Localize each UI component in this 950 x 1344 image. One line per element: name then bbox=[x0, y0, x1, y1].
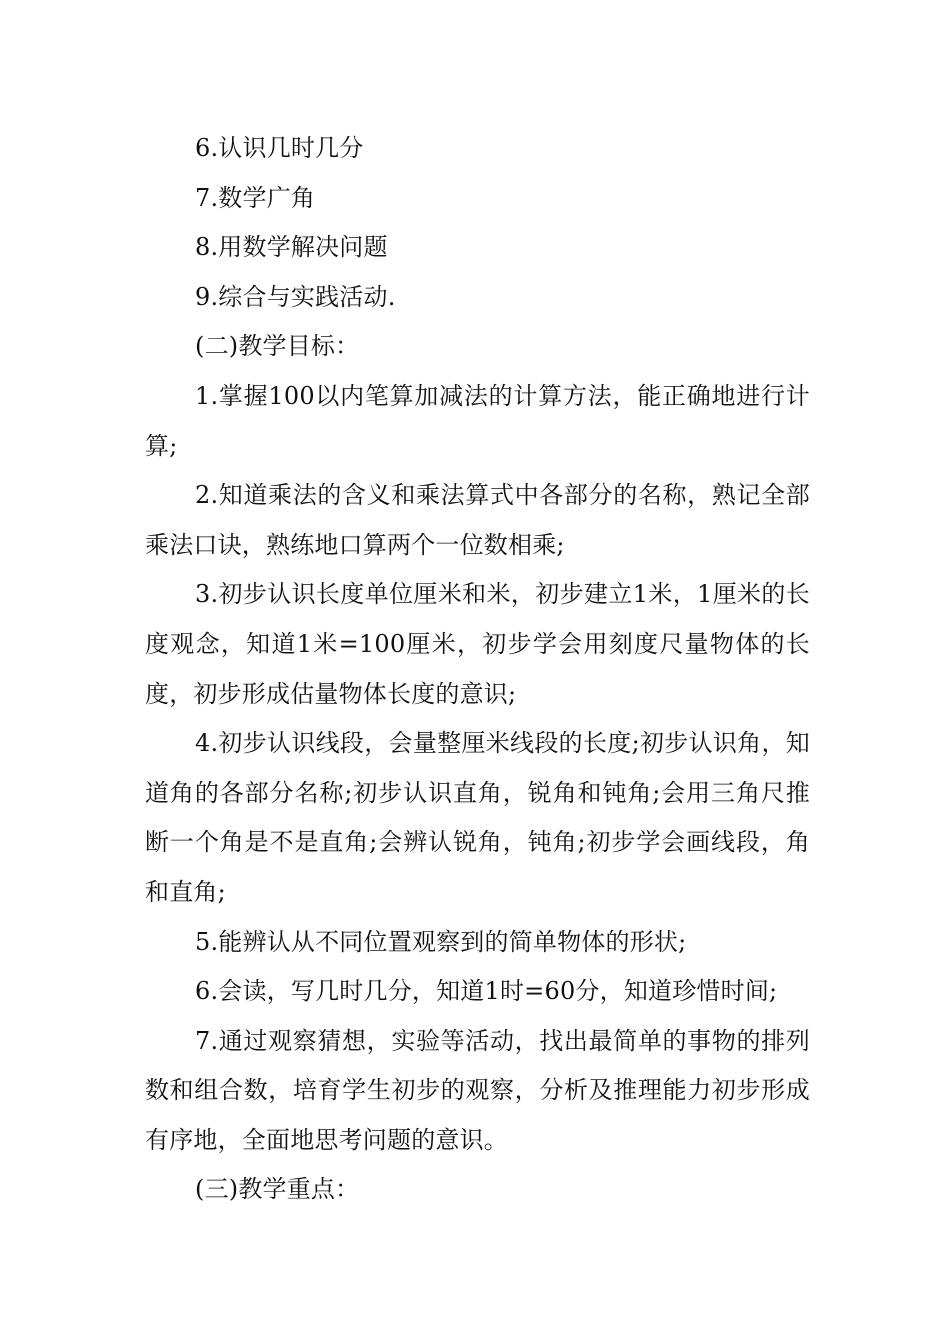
goal-item-3: 3.初步认识长度单位厘米和米，初步建立1米，1厘米的长度观念，知道1米=100厘米，初步学会用刻度尺量物体的长度，初步形成估量物体长度的意识; bbox=[145, 580, 810, 708]
list-item-6-clock-time: 6.认识几时几分 bbox=[195, 134, 364, 162]
document-body bbox=[145, 124, 810, 1215]
list-item-8-problem-solving: 8.用数学解决问题 bbox=[195, 233, 388, 262]
goal-item-4: 4.初步认识线段，会量整厘米线段的长度;初步认识角，知道角的各部分名称;初步认识直角，锐角和钝角;会用三角尺推断一个角是不是直角;会辨认锐角，钝角;初步学会画线段，角和直角; bbox=[145, 729, 810, 906]
goal-item-5: 5.能辨认从不同位置观察到的简单物体的形状; bbox=[195, 927, 687, 956]
goal-item-1: 1.掌握100以内笔算加减法的计算方法，能正确地进行计算; bbox=[145, 381, 810, 460]
section-heading-teaching-goals: (二)教学目标： bbox=[195, 332, 360, 361]
list-item-7-math-corner: 7.数学广角 bbox=[195, 183, 316, 212]
goal-item-7: 7.通过观察猜想，实验等活动，找出最简单的事物的排列数和组合数，培育学生初步的观察，分析及推理能力初步形成有序地，全面地思考问题的意识。 bbox=[145, 1026, 810, 1154]
goal-item-2: 2.知道乘法的含义和乘法算式中各部分的名称，熟记全部乘法口诀，熟练地口算两个一位数相乘; bbox=[145, 481, 810, 559]
section-heading-teaching-focus: (三)教学重点： bbox=[195, 1175, 360, 1204]
goal-item-6: 6.会读，写几时几分，知道1时=60分，知道珍惜时间; bbox=[195, 977, 778, 1006]
list-item-9-practice-activities: 9.综合与实践活动. bbox=[195, 282, 396, 311]
